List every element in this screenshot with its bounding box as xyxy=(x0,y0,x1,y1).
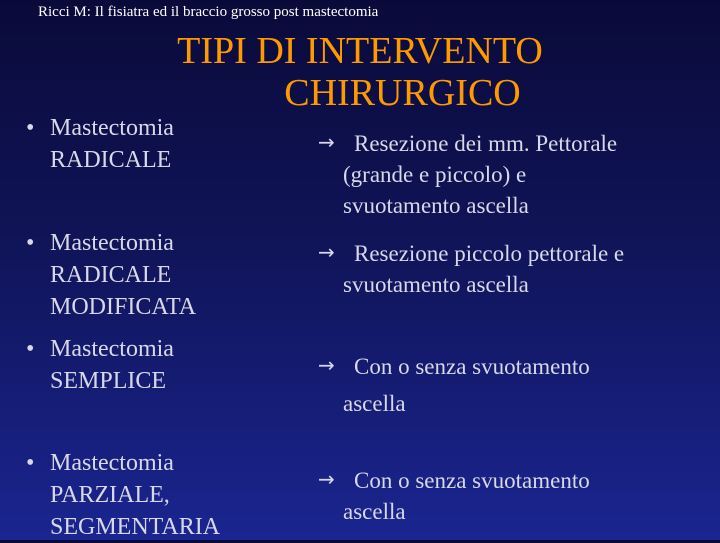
slide-title xyxy=(0,30,720,114)
title-line-1: TIPI DI INTERVENTO xyxy=(177,30,543,72)
bullet-icon: • xyxy=(26,230,35,256)
arrow-icon: → xyxy=(318,240,335,264)
right-item-3 xyxy=(318,350,708,419)
bullet-icon: • xyxy=(26,450,35,476)
left-item-line: SEMPLICE xyxy=(50,368,167,394)
left-item-radicale xyxy=(26,112,174,176)
right-item-line: Con o senza svuotamento xyxy=(354,468,590,493)
arrow-icon: → xyxy=(318,467,335,491)
left-item-semplice xyxy=(26,333,174,397)
right-item-line: ascella xyxy=(343,391,406,416)
left-item-line: Mastectomia xyxy=(50,336,174,362)
left-item-radicale-modificata xyxy=(26,227,196,323)
right-item-line: ascella xyxy=(343,499,406,524)
left-item-line: Mastectomia xyxy=(50,230,174,256)
left-item-line: RADICALE xyxy=(50,147,172,173)
right-item-1 xyxy=(318,127,708,221)
arrow-icon: → xyxy=(318,130,335,154)
right-item-line: Con o senza svuotamento xyxy=(354,354,590,379)
left-item-parziale xyxy=(26,447,220,543)
left-item-line: Mastectomia xyxy=(50,115,174,141)
left-item-line: Mastectomia xyxy=(50,450,174,476)
arrow-icon: → xyxy=(318,353,335,377)
right-item-line: svuotamento ascella xyxy=(343,272,529,297)
left-item-line: SEGMENTARIA xyxy=(50,514,221,540)
right-item-2 xyxy=(318,237,708,300)
bullet-icon: • xyxy=(26,336,35,362)
right-item-line: Resezione dei mm. Pettorale xyxy=(354,131,618,156)
right-item-line: svuotamento ascella xyxy=(343,193,529,218)
right-item-4 xyxy=(318,464,708,527)
slide-header: Ricci M: Il fisiatra ed il braccio grosso post mastectomia xyxy=(38,4,379,20)
right-item-line: (grande e piccolo) e xyxy=(343,162,527,187)
left-item-line: PARZIALE, xyxy=(50,482,170,508)
left-item-line: MODIFICATA xyxy=(50,294,197,320)
title-line-2: CHIRURGICO xyxy=(284,72,521,114)
left-item-line: RADICALE xyxy=(50,262,172,288)
right-item-line: Resezione piccolo pettorale e xyxy=(354,241,625,266)
bullet-icon: • xyxy=(26,115,35,141)
